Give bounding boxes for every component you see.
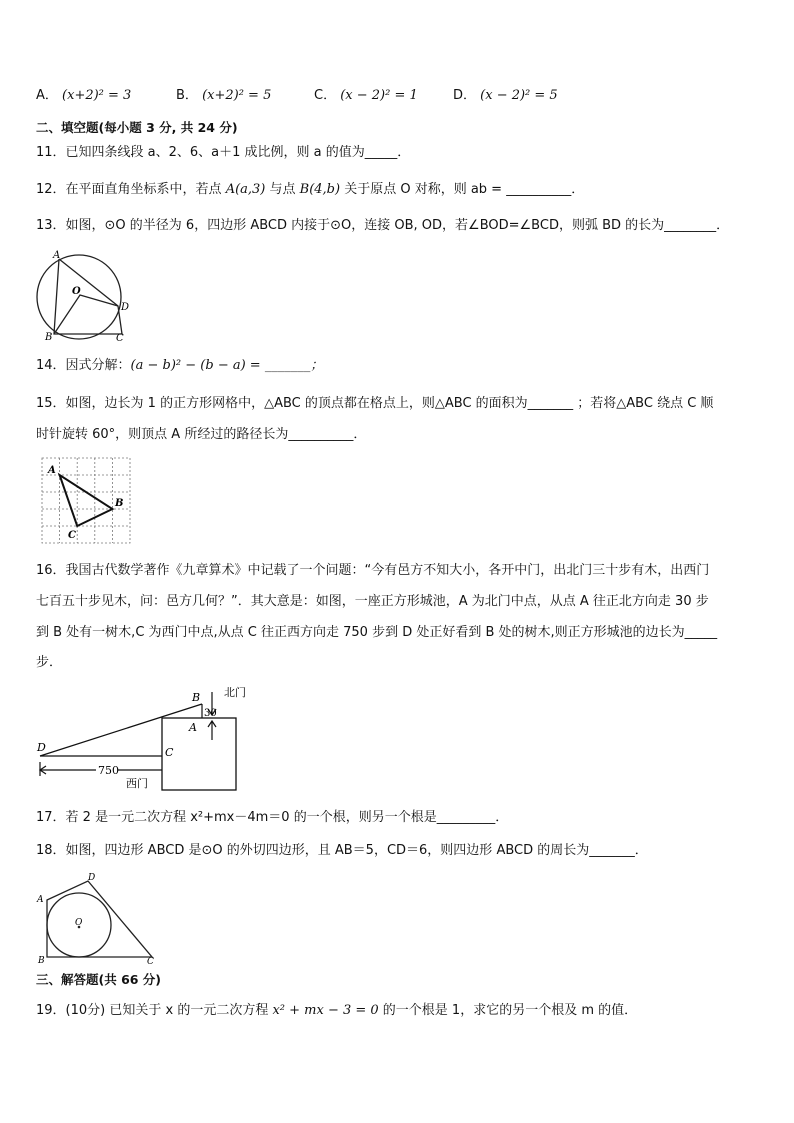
figure-13 [34, 246, 134, 342]
question-18: 18．如图，四边形 ABCD 是⊙O 的外切四边形，且 AB＝5，CD＝6，则四边形 ABCD 的周长为_______． [36, 843, 648, 858]
label-north-gate: 北门 [224, 686, 246, 699]
q19-equation: x² + mx − 3 = 0 [272, 1003, 379, 1018]
section-heading-fill-in: 二、填空题(每小题 3 分, 共 24 分) [36, 120, 238, 135]
q12-point-a: A(a,3) [225, 182, 266, 197]
question-12 [36, 180, 764, 200]
question-17: 17．若 2 是一元二次方程 x²+mx－4m＝0 的一个根，则另一个根是_________． [36, 810, 509, 825]
option-a-label: A． [36, 88, 58, 103]
option-b [176, 86, 271, 106]
label-a: A [189, 721, 197, 734]
label-30: 30 [204, 708, 217, 719]
q12-point-b: B(4,b) [299, 182, 341, 197]
label-b: B [192, 691, 201, 704]
option-a-expr: (x+2)² = 3 [62, 88, 132, 103]
question-15-line-2: 时针旋转 60°，则顶点 A 所经过的路径长为__________． [36, 427, 367, 442]
question-16-line-3: 到 B 处有一树木,C 为西门中点,从点 C 往正西方向走 750 步到 D 处正好看到 B 处的树木,则正方形城池的边长为_____ [36, 625, 718, 640]
label-c: C [147, 957, 154, 966]
label-b: B [45, 332, 53, 342]
triangle-abc [60, 475, 113, 526]
label-o: O [72, 286, 81, 297]
option-c-label: C． [314, 88, 337, 103]
question-16-line-1: 16．我国古代数学著作《九章算术》中记载了一个问题：“今有邑方不知大小，各开中门，出北门三十步有木，出西门 [36, 563, 710, 578]
option-c-expr: (x − 2)² = 1 [340, 88, 418, 103]
label-d: D [121, 302, 130, 313]
option-b-expr: (x+2)² = 5 [202, 88, 272, 103]
label-west-gate: 西门 [126, 777, 148, 790]
label-c: C [68, 530, 76, 541]
label-a: A [53, 250, 61, 261]
q14-expr: (a − b)² − (b − a) = _______； [130, 358, 324, 373]
sight-line-db [40, 704, 202, 756]
figure-18 [34, 870, 158, 966]
q12-mid: 与点 [265, 182, 300, 197]
question-11: 11．已知四条线段 a、2、6、a＋1 成比例，则 a 的值为_____． [36, 145, 411, 160]
question-14 [36, 356, 764, 376]
question-16-line-4: 步． [36, 655, 63, 670]
label-a: A [48, 465, 56, 476]
q14-pre: 14．因式分解： [36, 358, 131, 373]
label-d: D [37, 741, 46, 754]
label-a: A [37, 895, 44, 905]
label-b: B [38, 956, 45, 966]
option-d-expr: (x − 2)² = 5 [480, 88, 558, 103]
question-19 [36, 1001, 764, 1021]
q12-post: 关于原点 O 对称，则 ab = __________． [340, 182, 585, 197]
label-c: C [165, 746, 174, 759]
question-16-line-2: 七百五十步见木，问：邑方几何？”．其大意是：如图，一座正方形城池，A 为北门中点，从点 A 往正北方向走 30 步 [36, 594, 709, 609]
q19-pre: 19．(10分) 已知关于 x 的一元二次方程 [36, 1003, 273, 1018]
option-d-label: D． [453, 88, 477, 103]
option-a [36, 86, 131, 106]
radii-ob-od [54, 295, 118, 334]
label-b: B [115, 498, 124, 509]
q19-post: 的一个根是 1，求它的另一个根及 m 的值． [378, 1003, 638, 1018]
q12-pre: 12．在平面直角坐标系中，若点 [36, 182, 226, 197]
label-o: O [75, 918, 83, 928]
label-750: 750 [98, 764, 119, 777]
figure-15 [38, 455, 133, 547]
section-heading-solutions: 三、解答题(共 66 分) [36, 972, 162, 987]
option-b-label: B． [176, 88, 198, 103]
option-d [453, 86, 558, 106]
option-c [314, 86, 418, 106]
question-13: 13．如图，⊙O 的半径为 6，四边形 ABCD 内接于⊙O，连接 OB, OD，若∠BOD=∠BCD，则弧 BD 的长为________． [36, 218, 730, 233]
label-c: C [116, 333, 124, 342]
quadrilateral-abcd [47, 881, 152, 957]
question-15-line-1: 15．如图，边长为 1 的正方形网格中，△ABC 的顶点都在格点上，则△ABC 的面积为_______ ；若将△ABC 绕点 C 顺 [36, 396, 714, 411]
label-d: D [88, 873, 96, 883]
figure-16 [34, 684, 259, 794]
